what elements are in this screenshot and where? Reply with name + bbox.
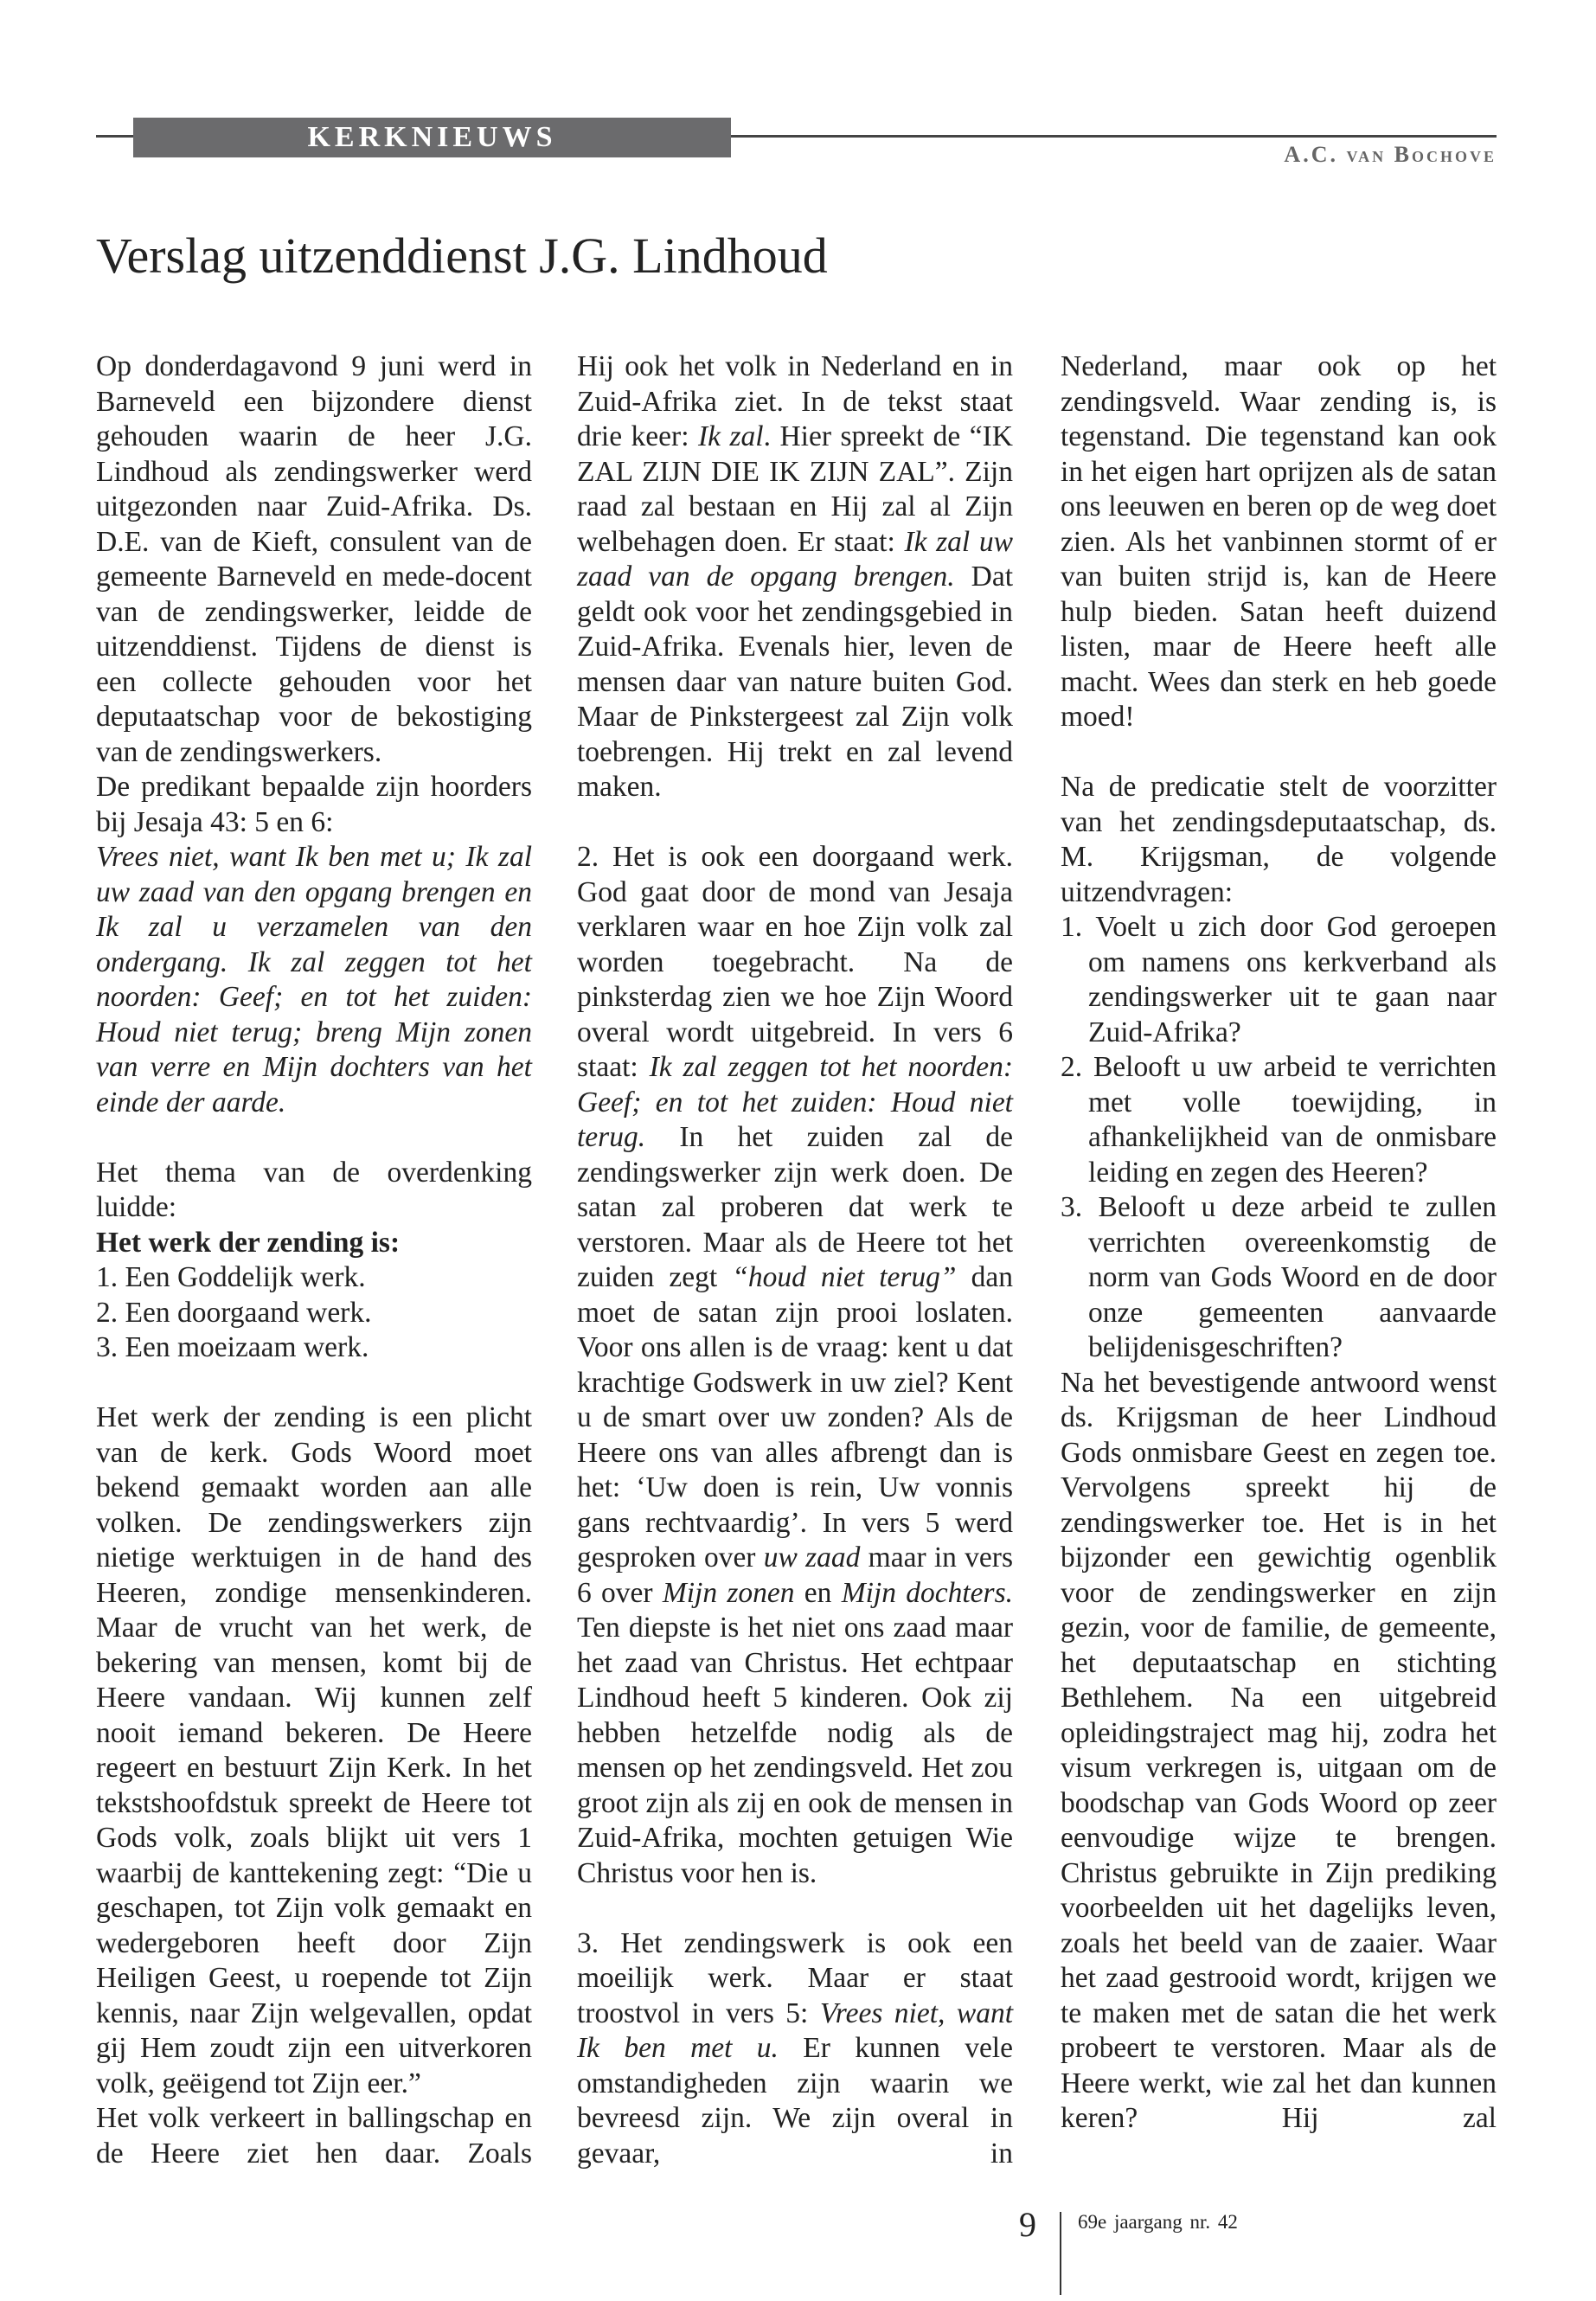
text: maar in vers 6 over [577, 1541, 1013, 1609]
paragraph [96, 1400, 532, 2101]
section-label: KERKNIEUWS [307, 121, 557, 153]
paragraph [577, 840, 1013, 1891]
italic-text: Ik zal [698, 420, 764, 452]
paragraph [96, 2101, 532, 2171]
text: Dat geldt ook voor het zendingsgebied in Zuid-Afrika. Evenals hier, leven de mensen daar van nature buiten God. Maar de Pinkstergeest zal Zijn volk toebrengen. Hij trekt en zal levend maken. [577, 561, 1013, 803]
text: Nederland, maar ook op het zendingsveld. Waar zending is, is tegenstand. Die tegenstand kan ook in het eigen hart oprijzen als de satan ons leeuwen en beren op de weg doet zien. Als het vanbinnen stormt of er van buiten strijd is, kan de Heere hulp bieden. Satan heeft duizend listen, maar de Heere heeft alle macht. Wees dan sterk en heb goede moed! [1061, 350, 1497, 733]
text: In het zuiden zal de zendingswerker zijn werk doen. De satan zal proberen dat werk te verstoren. Maar als de Heere tot het zuiden zegt [577, 1121, 1013, 1293]
text: Het volk verkeert in ballingschap en de Heere ziet hen daar. Zoals [96, 2102, 532, 2170]
text: 2. Belooft u uw arbeid te verrichten met volle toewijding, in afhankelijkheid van de onmisbare leiding en zegen des Heeren? [1061, 1051, 1497, 1189]
paragraph [1061, 1366, 1497, 2137]
section-banner [133, 118, 731, 157]
italic-text: Mijn dochters. [841, 1576, 1013, 1609]
list-item [1061, 1050, 1497, 1190]
text: en [794, 1576, 842, 1609]
paragraph [96, 349, 532, 770]
text: Er kunnen vele omstandigheden zijn waarin we bevreesd zijn. We zijn overal in gevaar, in [577, 2032, 1013, 2170]
list-item [1061, 1190, 1497, 1366]
article-column-1 [96, 349, 532, 2171]
text: 3. Het zendingswerk is ook een moeilijk werk. Maar er staat troostvol in vers 5: [577, 1926, 1013, 2029]
italic-text: Ik zal zeggen tot het noorden: Geef; en tot het zuiden: Houd niet terug. [577, 1051, 1013, 1153]
paragraph [96, 840, 532, 1120]
article-column-2 [577, 349, 1013, 2171]
italic-text: Ik zal uw zaad van de opgang brengen. [577, 525, 1013, 593]
paragraph [96, 770, 532, 840]
footer-divider [1060, 2212, 1061, 2295]
paragraph [577, 1926, 1013, 2172]
page-number: 9 [1019, 2205, 1036, 2244]
italic-text: Vrees niet, want Ik ben met u. [577, 1997, 1013, 2064]
paragraph [1061, 770, 1497, 910]
issue-info: 69e jaargang nr. 42 [1078, 2211, 1238, 2233]
paragraph [96, 1296, 532, 1331]
paragraph [1061, 349, 1497, 735]
text: . Hier spreekt de “IK ZAL ZIJN DIE IK ZIJN ZAL”. Zijn raad zal bestaan en Hij zal al Zijn welbehagen doen. Er staat: [577, 420, 1013, 558]
paragraph [577, 349, 1013, 805]
paragraph [96, 1260, 532, 1296]
list-item [1061, 910, 1497, 1050]
text: De predikant bepaalde zijn hoorders bij Jesaja 43: 5 en 6: [96, 771, 532, 838]
paragraph [96, 1156, 532, 1226]
text: dan moet de satan zijn prooi loslaten. Voor ons allen is de vraag: kent u dat krachtige Godswerk in uw ziel? Kent u de smart over uw zonden? Als de Heere ons van alles afbrengt dan is het: ‘Uw doen is rein, Uw vonnis gans rechtvaardig’. In vers 5 werd gesproken over [577, 1261, 1013, 1574]
text: Na het bevestigende antwoord wenst ds. Krijgsman de heer Lindhoud Gods onmisbare Geest en zegen toe. Vervolgens spreekt hij de zendingswerker toe. Het is in het bijzonder een gewichtig ogenblik voor de zendingswerker en zijn gezin, voor de familie, de gemeente, het deputaatschap en stichting Bethlehem. Na een uitgebreid opleidingstraject mag hij, zodra het visum verkregen is, uitgaan om de boodschap van Gods Woord op zeer eenvoudige wijze te brengen. Christus gebruikte in Zijn prediking voorbeelden uit het dagelijks leven, zoals het beeld van de zaaier. Waar het zaad gestrooid wordt, krijgen we te maken met de satan die het werk probeert te verstoren. Maar als de Heere werkt, wie zal het dan kunnen keren? Hij zal [1061, 1366, 1497, 2134]
paragraph [96, 1226, 532, 1261]
text: 1. Voelt u zich door God geroepen om namens ons kerkverband als zendingswerker uit te gaan naar Zuid-Afrika? [1061, 911, 1497, 1048]
italic-text: uw zaad [763, 1541, 861, 1574]
italic-text: Mijn zonen [662, 1576, 795, 1609]
text: 3. Belooft u deze arbeid te zullen verrichten overeenkomstig de norm van Gods Woord en de door onze gemeenten aanvaarde belijdenisgeschriften? [1061, 1191, 1497, 1363]
text: Op donderdagavond 9 juni werd in Barneveld een bijzondere dienst gehouden waarin de heer J.G. Lindhoud als zendingswerker werd uitgezonden naar Zuid-Afrika. Ds. D.E. van de Kieft, consulent van de gemeente Barneveld en mede-docent van de zendingswerker, leidde de uitzenddienst. Tijdens de dienst is een collecte gehouden voor het deputaatschap voor de bekostiging van de zendingswerkers. [96, 350, 532, 768]
article-column-3 [1061, 349, 1497, 2137]
paragraph [96, 1330, 532, 1366]
article-title: Verslag uitzenddienst J.G. Lindhoud [96, 228, 828, 284]
text: Ten diepste is het niet ons zaad maar het zaad van Christus. Het echtpaar Lindhoud heeft 5 kinderen. Ook zij hebben hetzelfde nodig als de mensen op het zendingsveld. Het zou groot zijn als zij en ook de mensen in Zuid-Afrika, mochten getuigen Wie Christus voor hen is. [577, 1612, 1013, 1889]
text: 1. Een Goddelijk werk. [96, 1261, 366, 1293]
text: 2. Het is ook een doorgaand werk. God gaat door de mond van Jesaja verklaren waar en hoe Zijn volk zal worden toegebracht. Na de pinksterdag zien we hoe Zijn Woord overal wordt uitgebreid. In vers 6 staat: [577, 841, 1013, 1083]
text: Het thema van de overdenking luidde: [96, 1156, 532, 1223]
text: 2. Een doorgaand werk. [96, 1296, 372, 1329]
text: Na de predicatie stelt de voorzitter van het zendingsdeputaatschap, ds. M. Krijgsman, de volgende uitzendvragen: [1061, 771, 1497, 908]
text: Hij ook het volk in Nederland en in Zuid-Afrika ziet. In de tekst staat drie keer: [577, 350, 1013, 452]
text: 3. Een moeizaam werk. [96, 1331, 369, 1363]
text: Het werk der zending is een plicht van de kerk. Gods Woord moet bekend gemaakt worden aan alle volken. De zendingswerkers zijn nietige werktuigen in de hand des Heeren, zondige mensenkinderen. Maar de vrucht van het werk, de bekering van mensen, komt bij de Heere vandaan. Wij kunnen zelf nooit iemand bekeren. De Heere regeert en bestuurt Zijn Kerk. In het tekstshoofdstuk spreekt de Heere tot Gods volk, zoals blijkt uit vers 1 waarbij de kanttekening zegt: “Die u geschapen, tot Zijn volk gemaakt en wedergeboren heeft door Zijn Heiligen Geest, u roepende tot Zijn kennis, naar Zijn welgevallen, opdat gij Hem zoudt zijn een uitverkoren volk, geëigend tot Zijn eer.” [96, 1401, 532, 2099]
italic-text: “houd niet terug” [732, 1261, 957, 1293]
italic-text: Vrees niet, want Ik ben met u; Ik zal uw zaad van den opgang brengen en Ik zal u verzamelen van den ondergang. Ik zal zeggen tot het noorden: Geef; en tot het zuiden: Houd niet terug; breng Mijn zonen van verre en Mijn dochters van het einde der aarde. [96, 841, 532, 1118]
bold-text: Het werk der zending is: [96, 1226, 401, 1259]
author-name: A.C. van Bochove [1284, 142, 1497, 167]
